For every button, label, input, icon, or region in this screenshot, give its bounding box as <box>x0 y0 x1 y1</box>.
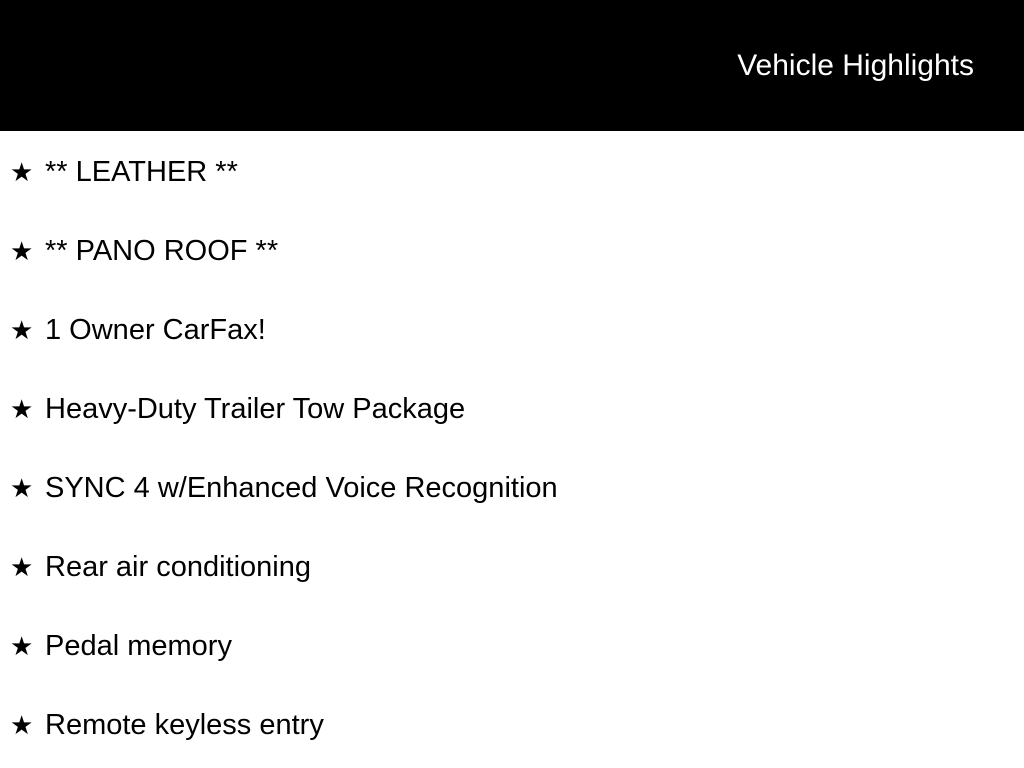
list-item-label: ** LEATHER ** <box>45 156 238 188</box>
list-item <box>10 212 1024 291</box>
list-item-label: 1 Owner CarFax! <box>45 314 266 346</box>
star-icon: ★ <box>10 394 34 425</box>
list-item <box>10 686 1024 765</box>
list-item <box>10 291 1024 370</box>
list-item-label: Rear air conditioning <box>45 551 311 583</box>
star-icon: ★ <box>10 631 34 662</box>
list-item <box>10 370 1024 449</box>
list-item-label: Pedal memory <box>45 630 232 662</box>
star-icon: ★ <box>10 552 34 583</box>
star-icon: ★ <box>10 157 34 188</box>
list-item <box>10 528 1024 607</box>
list-item-label: Heavy-Duty Trailer Tow Package <box>45 393 466 425</box>
star-icon: ★ <box>10 473 34 504</box>
list-item-label: Remote keyless entry <box>45 709 324 741</box>
list-item <box>10 449 1024 528</box>
header-bar <box>0 0 1024 131</box>
page-title: Vehicle Highlights <box>737 48 974 82</box>
star-icon: ★ <box>10 710 34 741</box>
list-item-label: ** PANO ROOF ** <box>45 235 279 267</box>
list-item <box>10 607 1024 686</box>
list-item-label: SYNC 4 w/Enhanced Voice Recognition <box>45 472 558 504</box>
highlights-list <box>0 131 1024 765</box>
list-item <box>10 133 1024 212</box>
star-icon: ★ <box>10 236 34 267</box>
star-icon: ★ <box>10 315 34 346</box>
